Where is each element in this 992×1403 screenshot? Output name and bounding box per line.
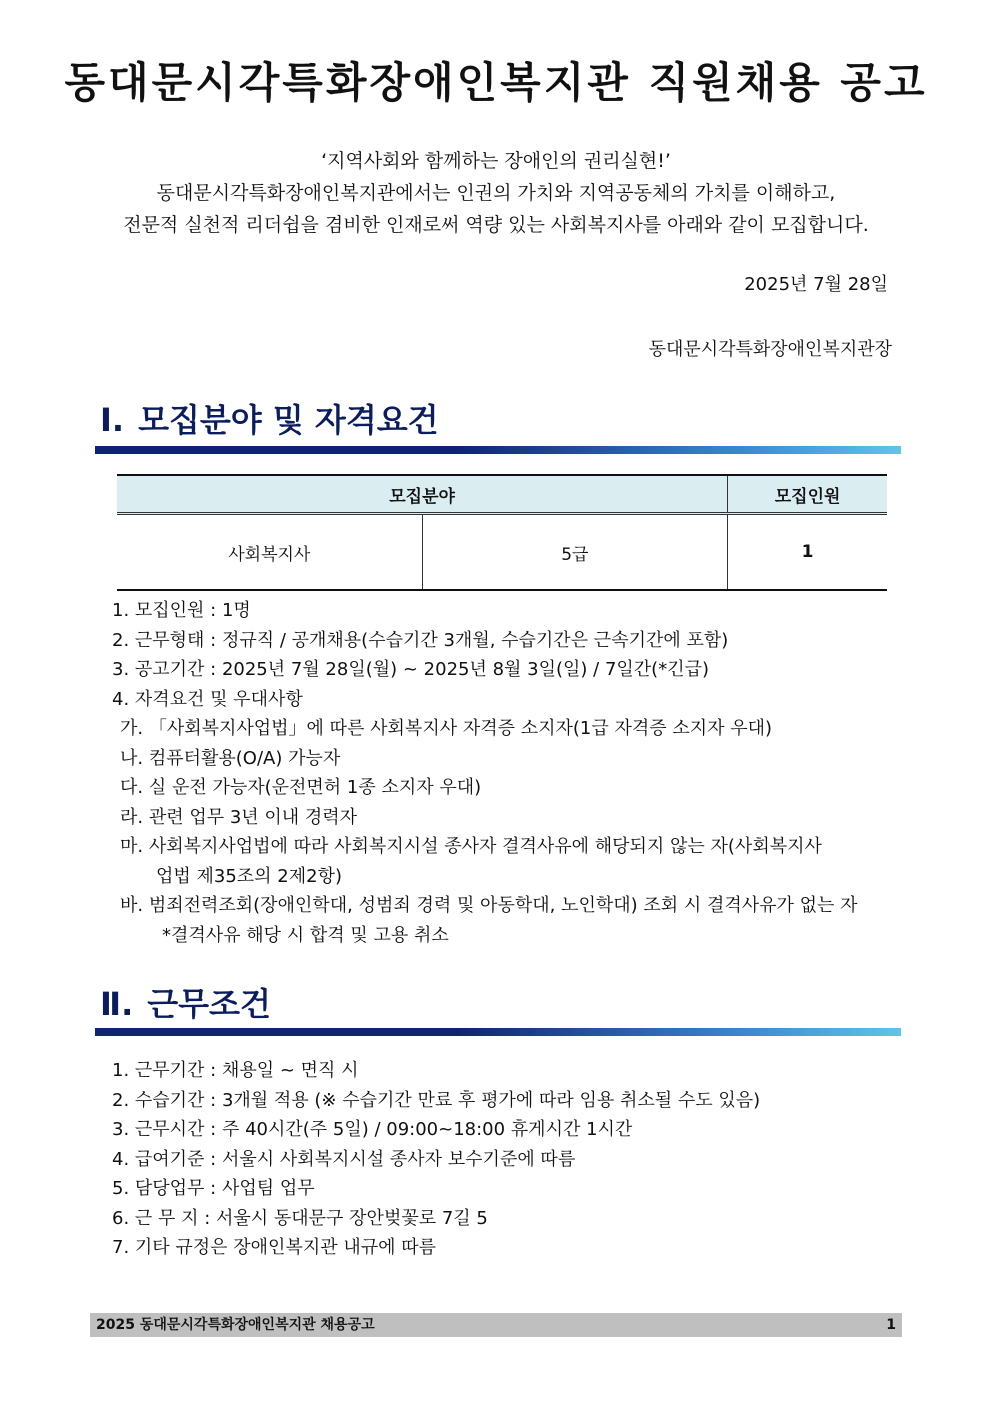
list-item: 1. 근무기간 : 채용일 ~ 면직 시	[112, 1060, 359, 1081]
list-item: 3. 근무시간 : 주 40시간(주 5일) / 09:00~18:00 휴게시간 1시간	[112, 1119, 633, 1140]
section-1-heading	[100, 395, 439, 441]
intro-line-2: 동대문시각특화장애인복지관에서는 인권의 가치와 지역공동체의 가치를 이해하고,	[156, 182, 836, 204]
footer-text: 2025 동대문시각특화장애인복지관 채용공고	[96, 1317, 375, 1333]
list-item: 6. 근 무 지 : 서울시 동대문구 장안벚꽃로 7길 5	[112, 1207, 488, 1229]
list-item: 2. 근무형태 : 정규직 / 공개채용(수습기간 3개월, 수습기간은 근속기간에 포함)	[112, 629, 729, 651]
list-item: 4. 급여기준 : 서울시 사회복지시설 종사자 보수기준에 따름	[112, 1148, 576, 1170]
list-item: 3. 공고기간 : 2025년 7월 28일(월) ~ 2025년 8월 3일(일) / 7일간(*긴급)	[112, 659, 709, 680]
cell-field: 사회복지사	[117, 514, 422, 591]
list-item: 4. 자격요건 및 우대사항	[112, 688, 303, 710]
sub-item-continued: 업법 제35조의 2제2항)	[156, 865, 342, 887]
list-item: 2. 수습기간 : 3개월 적용 (※ 수습기간 만료 후 평가에 따라 임용 취소될 수도 있음)	[112, 1089, 761, 1111]
section-2-title: 근무조건	[147, 985, 271, 1023]
list-item: 5. 담당업무 : 사업팀 업무	[112, 1178, 315, 1199]
table-header-row	[117, 475, 887, 514]
page-footer	[90, 1313, 902, 1337]
sub-item: 나. 컴퓨터활용(O/A) 가능자	[120, 747, 341, 769]
sub-item: 마. 사회복지사업법에 따라 사회복지시설 종사자 결격사유에 해당되지 않는 자(사회복지사	[120, 836, 822, 857]
page-number: 1	[886, 1317, 896, 1333]
header-count: 모집인원	[728, 475, 887, 514]
list-item: 1. 모집인원 : 1명	[112, 600, 251, 621]
requirements-list	[112, 596, 858, 950]
list-item: 7. 기타 규정은 장애인복지관 내규에 따름	[112, 1237, 436, 1258]
announcement-date: 2025년 7월 28일	[744, 274, 888, 295]
section-1-number: Ⅰ.	[100, 401, 125, 439]
sub-item: 라. 관련 업무 3년 이내 경력자	[120, 806, 358, 828]
intro-line-3: 전문적 실천적 리더쉽을 겸비한 인재로써 역량 있는 사회복지사를 아래와 같이 모집합니다.	[123, 214, 869, 236]
section-1-title: 모집분야 및 자격요건	[138, 401, 439, 439]
disqualification-note: *결격사유 해당 시 합격 및 고용 취소	[162, 924, 449, 946]
section-2-divider	[95, 1028, 901, 1036]
conditions-list	[112, 1056, 760, 1263]
section-1-divider	[95, 446, 901, 454]
sub-item: 바. 범죄전력조회(장애인학대, 성범죄 경력 및 아동학대, 노인학대) 조회 시 결격사유가 없는 자	[120, 895, 858, 916]
sub-item: 다. 실 운전 가능자(운전면허 1종 소지자 우대)	[120, 777, 482, 798]
header-field: 모집분야	[117, 475, 728, 514]
recruitment-table	[117, 474, 887, 591]
issuer: 동대문시각특화장애인복지관장	[648, 339, 892, 360]
section-2-number: Ⅱ.	[100, 985, 134, 1023]
section-2-heading	[100, 979, 271, 1025]
table-row	[117, 514, 887, 591]
cell-grade: 5급	[422, 514, 728, 591]
cell-count: 1	[728, 514, 887, 591]
sub-item: 가. 「사회복지사업법」에 따른 사회복지사 자격증 소지자(1급 자격증 소지자 우대)	[120, 718, 773, 739]
slogan: ‘지역사회와 함께하는 장애인의 권리실현!’	[321, 150, 671, 172]
page-title: 동대문시각특화장애인복지관 직원채용 공고	[64, 58, 928, 107]
